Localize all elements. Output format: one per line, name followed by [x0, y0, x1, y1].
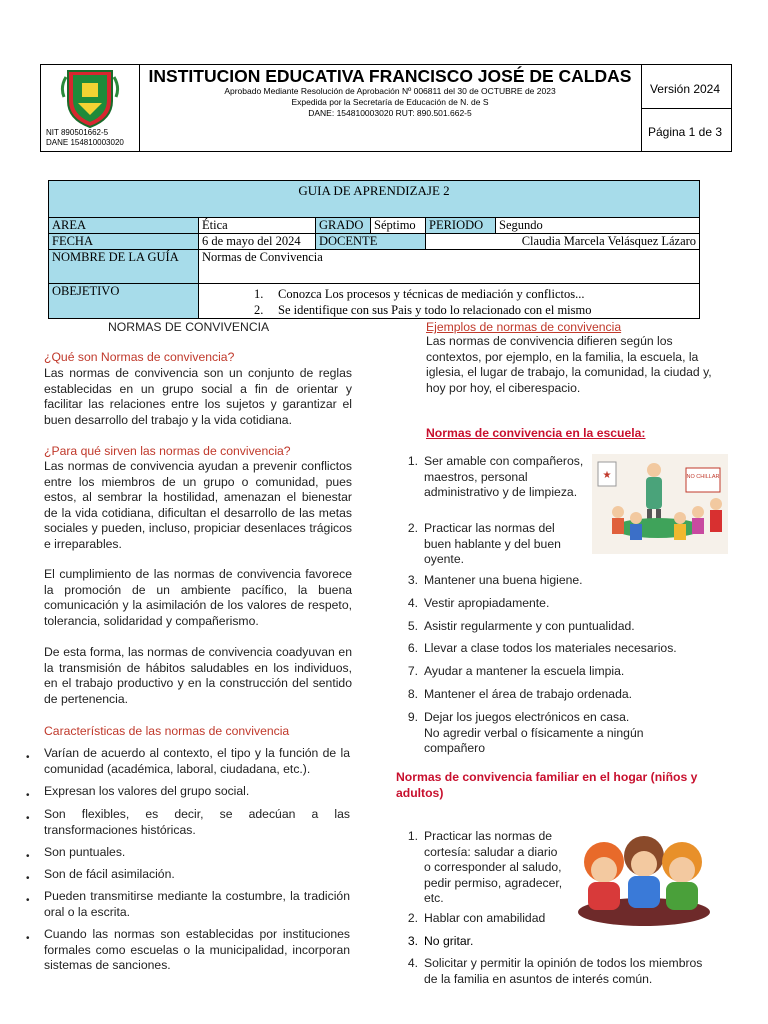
bullet-text: Expresan los valores del grupo social.	[44, 784, 250, 798]
school-crest-icon	[60, 67, 120, 129]
bullet-text: Varían de acuerdo al contexto, el tipo y la función de la comunidad (académica, laboral, ciudadana, etc.).	[44, 746, 350, 776]
item-text: Hablar con amabilidad	[424, 911, 546, 925]
list-item	[407, 687, 724, 703]
item-number: 5.	[407, 619, 418, 633]
list-item	[26, 889, 350, 920]
item-text: Mantener una buena higiene.	[424, 573, 583, 587]
list-item	[26, 807, 350, 838]
nit-dane	[46, 128, 124, 148]
bullet-icon: •	[26, 851, 30, 862]
bullet-icon: •	[26, 813, 30, 824]
page-number: Página 1 de 3	[647, 125, 723, 139]
fecha-value: 6 de mayo del 2024	[199, 234, 316, 250]
item-number: 6.	[407, 641, 418, 655]
paragraph-why: Las normas de convivencia ayudan a prevenir conflictos entre los miembros de un grupo o comunidad, pues estos, al sembrar la hostilidad, amenazan el bienestar de la vida cotidiana, dificultan el desarrollo de las metas sociales y pueden, incluso, propiciar desenlaces trágicos e irreparables.	[44, 459, 352, 551]
paragraph-compliance: El cumplimiento de las normas de convivencia favorece la promoción de un ambiente pacífico, la buena comunicación y la asimilación de los valores de respeto, tolerancia, solidaridad y compañerismo.	[44, 567, 352, 628]
paragraph-what: Las normas de convivencia son un conjunto de reglas establecidas en un grupo social a fin de orientar y facilitar las relaciones entre los sujetos y garantizar el buen desarrollo del trabajo y la vida cotidiana.	[44, 366, 352, 427]
item-number: 8.	[407, 687, 418, 701]
list-item	[26, 746, 350, 777]
list-item	[407, 454, 586, 501]
item-number: 4.	[407, 956, 418, 970]
docente-label: DOCENTE	[316, 234, 426, 250]
family-rules-title: Normas de convivencia familiar en el hogar (niños y adultos)	[396, 770, 698, 800]
header-line-2: Expedida por la Secretaría de Educación de N. de S	[291, 97, 489, 107]
item-text: Practicar las normas del buen hablante y del buen oyente.	[424, 521, 561, 566]
list-item	[407, 934, 564, 950]
list-item	[407, 664, 724, 680]
objetivo-number: 2.	[254, 303, 264, 317]
list-item	[407, 521, 574, 568]
item-number: 9.	[407, 710, 418, 724]
classroom-illustration-icon	[592, 454, 728, 554]
item-text: Solicitar y permitir la opinión de todos los miembros de la familia en asuntos de interés común.	[424, 956, 703, 986]
list-item	[407, 641, 724, 657]
item-text: No gritar.	[424, 934, 474, 948]
periodo-value: Segundo	[496, 218, 700, 234]
item-number: 2.	[407, 521, 418, 535]
docente-value: Claudia Marcela Velásquez Lázaro	[426, 234, 700, 250]
left-title: NORMAS DE CONVIVENCIA	[108, 320, 270, 334]
item-text: Ayudar a mantener la escuela limpia.	[424, 664, 625, 678]
fecha-label: FECHA	[49, 234, 199, 250]
item-text: Dejar los juegos electrónicos en casa. No agredir verbal o físicamente a ningún compañero	[424, 710, 644, 755]
grado-label: GRADO	[316, 218, 371, 234]
periodo-label: PERIODO	[426, 218, 496, 234]
bullet-icon: •	[26, 933, 30, 944]
list-item	[407, 956, 714, 987]
grado-value: Séptimo	[371, 218, 426, 234]
item-text: Asistir regularmente y con puntualidad.	[424, 619, 635, 633]
list-item	[26, 867, 350, 884]
item-number: 3.	[407, 934, 418, 948]
examples-intro: Las normas de convivencia difieren según los contextos, por ejemplo, en la familia, la escuela, la iglesia, el lugar de trabajo, la comunidad, la ciudad y, hoy por hoy, el ciberespacio.	[426, 334, 712, 395]
nit-text: NIT 890501662-5	[46, 128, 109, 137]
item-number: 7.	[407, 664, 418, 678]
bullet-text: Cuando las normas son establecidas por instituciones formales como escuelas o la municipalidad, incorporan sistemas de sanciones.	[44, 927, 350, 972]
nombre-label: NOMBRE DE LA GUÍA	[49, 250, 199, 284]
children-illustration-icon	[574, 816, 714, 930]
item-text: Practicar las normas de cortesía: saludar a diario o corresponder al saludo, pedir permiso, agradecer, etc.	[424, 829, 563, 905]
list-item	[407, 596, 724, 612]
svg-text:★: ★	[602, 470, 612, 481]
item-text: Ser amable con compañeros, maestros, personal administrativo y de limpieza.	[424, 454, 584, 499]
bullet-icon: •	[26, 873, 30, 884]
header-line-3: DANE: 154810003020 RUT: 890.501.662-5	[308, 108, 472, 118]
list-item	[407, 710, 646, 757]
version-text: Versión 2024	[649, 82, 721, 96]
objetivo-text: Se identifique con sus Pais y todo lo relacionado con el mismo	[278, 303, 592, 317]
item-text: Llevar a clase todos los materiales necesarios.	[424, 641, 677, 655]
objetivo-text: Conozca Los procesos y técnicas de mediación y conflictos...	[278, 287, 585, 301]
objetivo-cell	[199, 284, 700, 319]
bullet-text: Son de fácil asimilación.	[44, 867, 175, 881]
item-number: 4.	[407, 596, 418, 610]
list-item	[407, 619, 724, 635]
list-item	[26, 784, 350, 801]
list-item	[407, 829, 564, 907]
list-item	[407, 573, 724, 589]
bullet-icon: •	[26, 752, 30, 763]
school-rules-title: Normas de convivencia en la escuela:	[426, 426, 646, 440]
bullet-icon: •	[26, 895, 30, 906]
header-line-1: Aprobado Mediante Resolución de Aprobación Nº 006811 del 30 de OCTUBRE de 2023	[224, 86, 556, 96]
area-value: Ética	[199, 218, 316, 234]
bullet-text: Son flexibles, es decir, se adecúan a las transformaciones históricas.	[44, 807, 350, 837]
guide-table	[48, 180, 700, 319]
question-what: ¿Qué son Normas de convivencia?	[44, 350, 235, 364]
characteristics-title: Características de las normas de convivencia	[44, 724, 290, 738]
bullet-text: Pueden transmitirse mediante la costumbre, la tradición oral o la escrita.	[44, 889, 350, 919]
objetivo-label: OBEJETIVO	[49, 284, 199, 319]
dane-text: DANE 154810003020	[46, 138, 124, 147]
list-item	[407, 911, 564, 927]
list-item	[26, 845, 350, 862]
item-number: 1.	[407, 454, 418, 468]
objetivo-item	[202, 286, 696, 302]
objetivo-list	[202, 286, 696, 318]
item-number: 2.	[407, 911, 418, 925]
no-chillar-sign-text: NO CHILLAR	[686, 474, 720, 480]
institution-title: INSTITUCION EDUCATIVA FRANCISCO JOSÉ DE CALDAS	[148, 66, 632, 86]
bullet-text: Son puntuales.	[44, 845, 126, 859]
nombre-value: Normas de Convivencia	[199, 250, 700, 284]
guide-caption: GUIA DE APRENDIZAJE 2	[49, 181, 700, 218]
bullet-icon: •	[26, 790, 30, 801]
area-label: AREA	[49, 218, 199, 234]
item-number: 1.	[407, 829, 418, 843]
item-number: 3.	[407, 573, 418, 587]
objetivo-item	[202, 302, 696, 318]
objetivo-number: 1.	[254, 287, 264, 301]
examples-title: Ejemplos de normas de convivencia	[426, 320, 622, 334]
item-text: Vestir apropiadamente.	[424, 596, 550, 610]
question-why: ¿Para qué sirven las normas de convivencia?	[44, 444, 291, 458]
list-item	[26, 927, 350, 974]
item-text: Mantener el área de trabajo ordenada.	[424, 687, 633, 701]
paragraph-habits: De esta forma, las normas de convivencia coadyuvan en la transmisión de hábitos saludables en los individuos, en el trabajo productivo y en la construcción del sentido de pertenencia.	[44, 645, 352, 706]
